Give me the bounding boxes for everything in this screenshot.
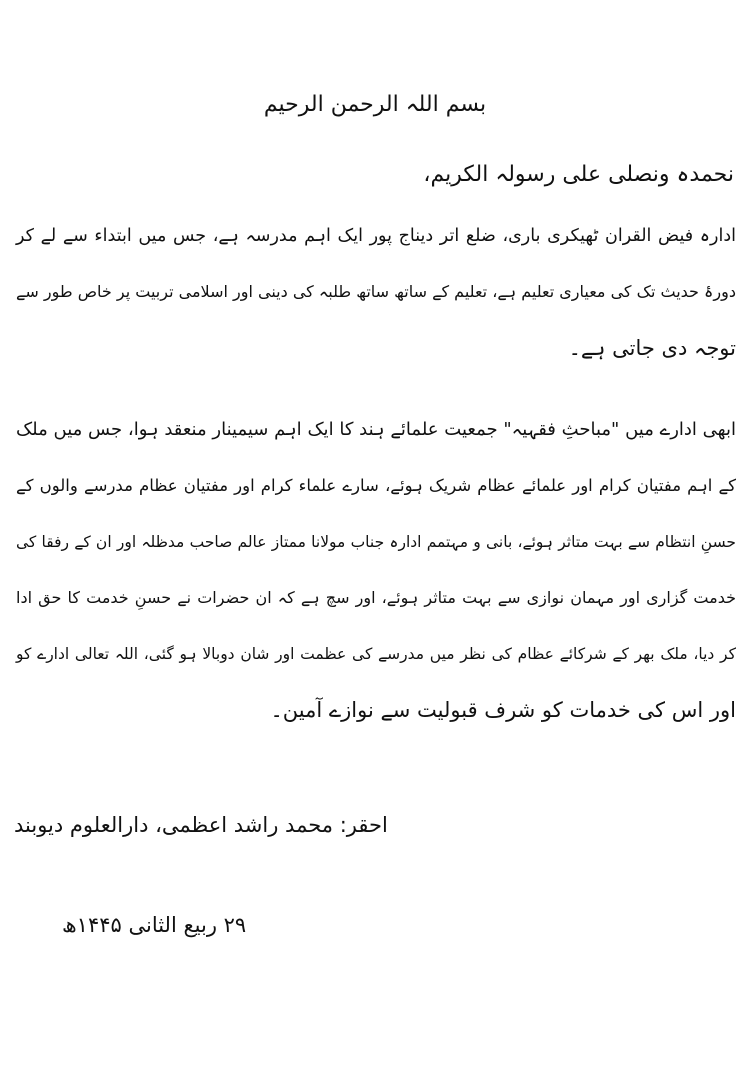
- paragraph-line: خدمت گزاری اور مہمان نوازی سے بہت متاثر ہوئے، اور سچ ہے کہ ان حضرات نے حسنِ خدمت کا حق ادا: [16, 588, 736, 607]
- paragraph-line: حسنِ انتظام سے بہت متاثر ہوئے، بانی و مہتمم ادارہ جناب مولانا ممتاز عالم صاحب مدظلہ اور ان کے رفقا کی: [16, 533, 736, 551]
- paragraph-line: اور اس کی خدمات کو شرف قبولیت سے نوازے آمین۔: [270, 698, 736, 722]
- paragraph-line: دورۂ حدیث تک کی معیاری تعلیم ہے، تعلیم کے ساتھ ساتھ طلبہ کی دینی اور اسلامی تربیت پر خاص طور سے: [16, 282, 736, 301]
- date-line: ۲۹ ربیع الثانی ۱۴۴۵ھ: [62, 913, 247, 937]
- signature-line: احقر: محمد راشد اعظمی، دارالعلوم دیوبند: [14, 813, 388, 837]
- salutation-line: نحمدہ ونصلی علی رسولہ الکریم،: [423, 162, 734, 187]
- paragraph-line: کر دیا، ملک بھر کے شرکائے عظام کی نظر میں مدرسے کی عظمت اور شان دوبالا ہو گئی، اللہ تعالی ادارے کو: [16, 645, 736, 663]
- paragraph-line: توجہ دی جاتی ہے۔: [568, 336, 736, 360]
- paragraph-line: ادارہ فیض القران ٹھیکری باری، ضلع اتر دیناج پور ایک اہم مدرسہ ہے، جس میں ابتداء سے لے کر: [16, 226, 736, 246]
- bismillah-heading: بسم اللہ الرحمن الرحیم: [263, 92, 487, 117]
- paragraph-line: ابھی ادارے میں "مباحثِ فقہیہ" جمعیت علمائے ہند کا ایک اہم سیمینار منعقد ہوا، جس میں ملک: [16, 419, 736, 440]
- paragraph-institution: [16, 208, 736, 376]
- paragraph-line: کے اہم مفتیان کرام اور علمائے عظام شریک ہوئے، سارے علماء کرام اور مفتیان عظام مدرسے والوں کے: [16, 476, 736, 495]
- paragraph-seminar: [16, 402, 736, 738]
